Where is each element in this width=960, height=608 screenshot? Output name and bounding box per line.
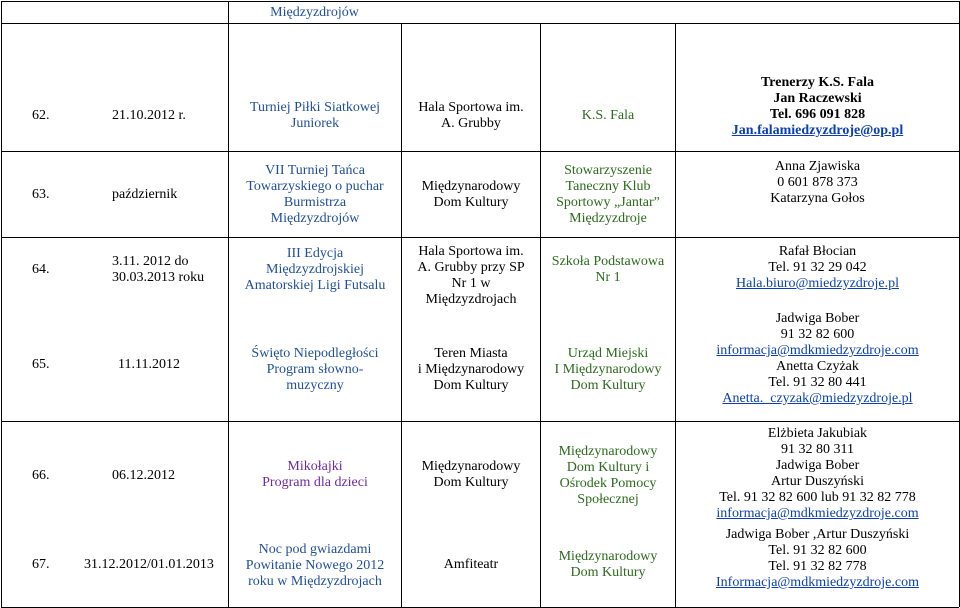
row-date: 3.11. 2012 do 30.03.2013 roku: [112, 254, 205, 285]
row-date: 11.11.2012: [118, 357, 180, 372]
row-number: 64.: [32, 262, 50, 277]
row-number: 67.: [32, 557, 50, 572]
row-divider: [1, 421, 959, 422]
contact-email-link[interactable]: Anetta._czyzak@miedzyzdroje.pl: [722, 391, 913, 406]
row-number: 65.: [32, 357, 50, 372]
table-border-top: [1, 1, 959, 2]
row-place: Teren Miasta i Międzynarodowy Dom Kultury: [417, 346, 525, 393]
row-date: 31.12.2012/01.01.2013: [84, 557, 214, 572]
row-event: Święto Niepodległości Program słowno- muzyczny: [251, 346, 379, 393]
row-place: Amfiteatr: [443, 557, 499, 572]
row-event: Mikołajki Program dla dzieci: [262, 459, 368, 490]
row-date: 21.10.2012 r.: [112, 108, 186, 123]
row-contact: Elżbieta Jakubiak 91 32 80 311 Jadwiga Bober Artur Duszyński Tel. 91 32 82 600 lub 91 32 82 778 informacja@mdkmiedzyzdroje.com: [716, 426, 919, 521]
row-organizer: Szkoła Podstawowa Nr 1: [551, 254, 665, 285]
contact-email-link[interactable]: Informacja@mdkmiedzyzdroje.com: [716, 575, 919, 590]
row-number: 62.: [32, 108, 50, 123]
row-contact: Trenerzy K.S. Fala Jan Raczewski Tel. 696 091 828 Jan.falamiedzyzdroje@op.pl: [731, 75, 904, 138]
row-contact: Rafał Błocian Tel. 91 32 29 042 Hala.biuro@miedzyzdroje.pl: [736, 244, 899, 291]
row-contact: Jadwiga Bober 91 32 82 600 informacja@mdkmiedzyzdroje.com Anetta Czyżak Tel. 91 32 80 441 Anetta._czyzak@miedzyzdroje.pl: [716, 311, 919, 406]
contact-email-link[interactable]: informacja@mdkmiedzyzdroje.com: [716, 506, 919, 521]
row-place: Międzynarodowy Dom Kultury: [421, 459, 521, 490]
row-event: VII Turniej Tańca Towarzyskiego o puchar Burmistrza Międzyzdrojów: [246, 162, 384, 226]
col-divider: [228, 1, 229, 607]
row-place: Międzynarodowy Dom Kultury: [421, 178, 521, 210]
row-event: Noc pod gwiazdami Powitanie Nowego 2012 roku w Międzyzdrojach: [245, 542, 385, 589]
contact-email-link[interactable]: Hala.biuro@miedzyzdroje.pl: [736, 276, 899, 291]
row-organizer: Stowarzyszenie Taneczny Klub Sportowy „Jantar” Międzyzdroje: [556, 162, 660, 226]
row-event: III Edycja Międzyzdrojskiej Amatorskiej Ligi Futsalu: [244, 246, 386, 293]
row-event: Turniej Piłki Siatkowej Juniorek: [249, 100, 381, 131]
row-date: październik: [112, 186, 178, 202]
row-date: 06.12.2012: [112, 468, 175, 483]
row-place: Hala Sportowa im. A. Grubby: [418, 100, 524, 131]
row-contact: Anna Zjawiska 0 601 878 373 Katarzyna Gołos: [770, 159, 865, 206]
row-organizer: Urząd Miejski I Międzynarodowy Dom Kultury: [554, 346, 662, 393]
row-divider: [1, 237, 959, 238]
row-number: 63.: [32, 186, 50, 202]
col-divider: [1, 1, 2, 607]
contact-email-link[interactable]: Jan.falamiedzyzdroje@op.pl: [731, 123, 904, 138]
row-organizer: K.S. Fala: [581, 108, 635, 123]
row-place: Hala Sportowa im. A. Grubby przy SP Nr 1 w Międzyzdrojach: [417, 244, 525, 307]
contact-email-link[interactable]: informacja@mdkmiedzyzdroje.com: [716, 343, 919, 358]
row-contact: Jadwiga Bober ,Artur Duszyński Tel. 91 32 82 600 Tel. 91 32 82 778 Informacja@mdkmiedzyzdroje.com: [716, 527, 919, 590]
row-number: 66.: [32, 468, 50, 483]
top-fragment-text: Międzyzdrojów: [270, 4, 359, 20]
row-organizer: Międzynarodowy Dom Kultury: [558, 549, 658, 580]
row-organizer: Międzynarodowy Dom Kultury i Ośrodek Pomocy Społecznej: [558, 444, 658, 507]
row-divider: [1, 23, 959, 24]
